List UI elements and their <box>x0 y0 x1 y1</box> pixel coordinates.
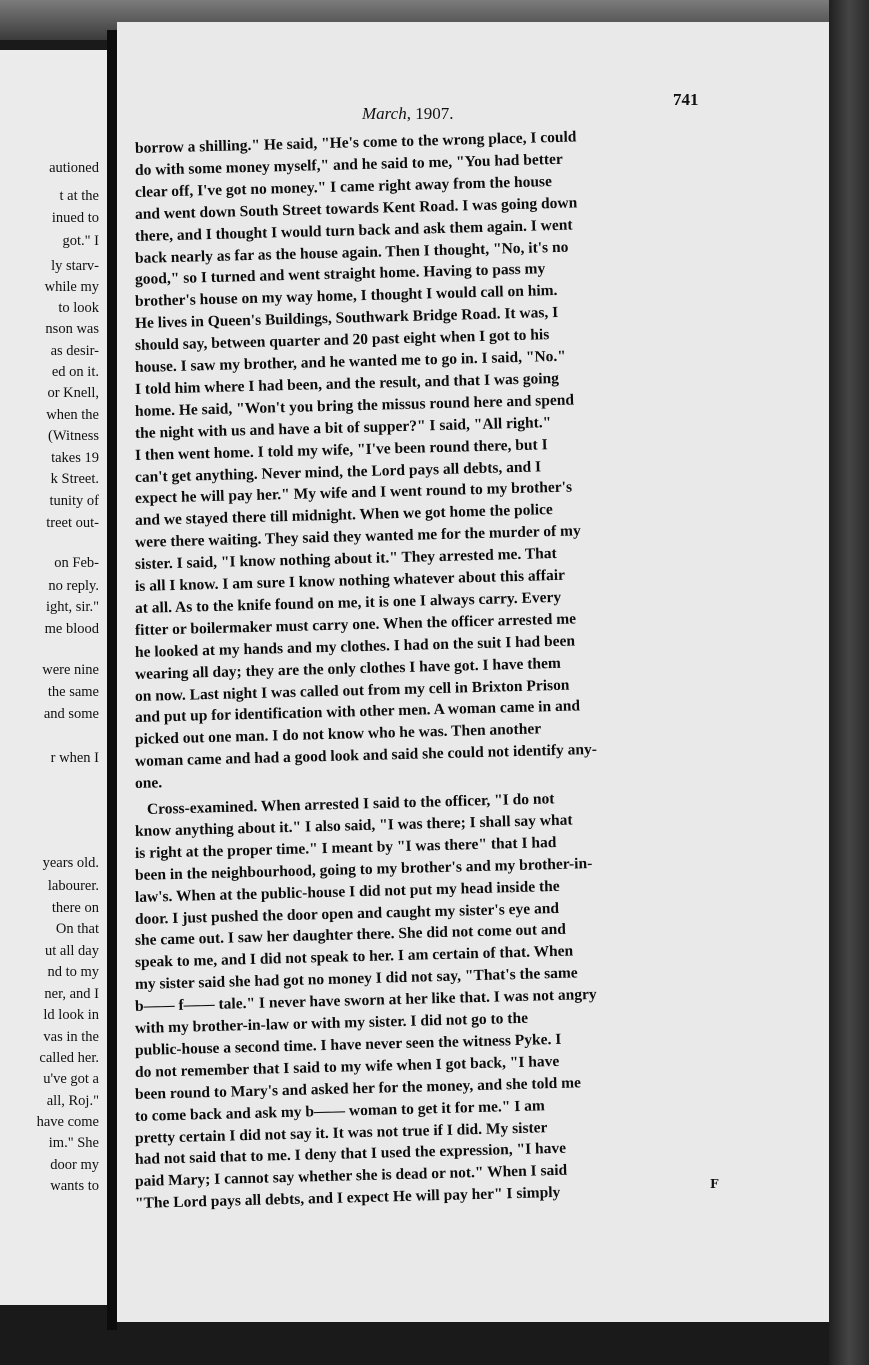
body-text-line: house. I saw my brother, and he wanted me to go in. I said, "No." <box>134 347 567 376</box>
left-page-line: t at the <box>59 188 99 204</box>
book-gutter <box>107 30 117 1330</box>
body-text-line: been round to Mary's and asked her for the money, and she told me <box>134 1074 582 1103</box>
left-page-line: door my <box>50 1157 99 1173</box>
left-page-line: im." She <box>48 1135 99 1151</box>
body-text-line: home. He said, "Won't you bring the missus round here and spend <box>134 391 575 420</box>
body-text-line: do not remember that I said to my wife when I got back, "I have <box>134 1052 560 1081</box>
body-text-line: I told him where I had been, and the result, and that I was going <box>134 369 560 398</box>
left-page-line: the same <box>47 684 99 700</box>
left-page-line: no reply. <box>48 578 99 594</box>
body-text-line: on now. Last night I was called out from my cell in Brixton Prison <box>134 676 570 705</box>
body-text-line: clear off, I've got no money." I came right away from the house <box>134 172 553 201</box>
body-text-line: expect he will pay her." My wife and I went round to my brother's <box>134 478 573 508</box>
body-text-line: woman came and had a good look and said she could not identify any- <box>134 741 598 771</box>
body-text-line: she came out. I saw her daughter there. She did not come out and <box>134 921 567 950</box>
body-text-line: is all I know. I am sure I know nothing whatever about this affair <box>134 566 566 595</box>
body-text-line: and we stayed there till midnight. When we got home the police <box>134 501 553 530</box>
left-page-line: and some <box>43 706 99 722</box>
body-text-line: he looked at my hands and my clothes. I had on the suit I had been <box>134 632 576 661</box>
left-page-line: takes 19 <box>51 450 99 466</box>
body-text-line: know anything about it." I also said, "I was there; I shall say what <box>134 811 573 840</box>
body-text-line: pretty certain I did not say it. It was not true if I did. My sister <box>134 1118 548 1147</box>
body-text-line: public-house a second time. I have never seen the witness Pyke. I <box>134 1030 562 1059</box>
body-text-line: fitter or boilermaker must carry one. When the officer arrested me <box>134 610 577 639</box>
signature-mark: F <box>710 1177 719 1191</box>
body-text-line: sister. I said, "I know nothing about it." They arrested me. That <box>134 545 557 574</box>
left-page-line: on Feb- <box>54 555 99 571</box>
left-page-line: inued to <box>51 210 99 226</box>
left-page-line: there on <box>51 900 99 916</box>
body-text-line: do with some money myself," and he said to me, "You had better <box>134 150 564 179</box>
left-page-line: u've got a <box>43 1071 99 1087</box>
body-text-line: to come back and ask my b—— woman to get it for me." I am <box>134 1096 546 1125</box>
left-page-line: nd to my <box>47 964 99 980</box>
left-page-line: to look <box>58 300 99 316</box>
left-page-line: called her. <box>39 1050 99 1066</box>
body-text-line: one. <box>134 774 163 793</box>
body-text-line: and put up for identification with other men. A woman came in and <box>134 697 581 727</box>
body-text-line: been in the neighbourhood, going to my brother's and my brother-in- <box>134 854 593 884</box>
left-page-line: vas in the <box>43 1029 99 1045</box>
header-year: , 1907. <box>406 104 454 123</box>
page-number: 741 <box>673 90 699 109</box>
body-text-line: paid Mary; I cannot say whether she is dead or not." When I said <box>134 1161 568 1191</box>
body-text-line: wearing all day; they are the only clothes I have got. I have them <box>134 654 562 683</box>
left-page-line: wants to <box>50 1178 99 1194</box>
left-page-line: nson was <box>45 321 99 337</box>
left-page-line: as desir- <box>50 343 99 359</box>
background-right-edge <box>829 0 869 1365</box>
body-text-line: can't get anything. Never mind, the Lord pays all debts, and I <box>134 457 542 486</box>
header-month: March <box>362 104 407 123</box>
left-page-line: when the <box>46 407 99 423</box>
body-text-line: brother's house on my way home, I thought I would call on him. <box>134 282 558 311</box>
left-page-line: ld look in <box>43 1007 99 1023</box>
body-text-line: "The Lord pays all debts, and I expect He will pay her" I simply <box>134 1184 561 1213</box>
body-text-line: picked out one man. I do not know who he was. Then another <box>134 720 542 749</box>
left-page-line: ner, and I <box>44 986 99 1002</box>
left-page-line: me blood <box>44 621 99 637</box>
left-page-line: ly starv- <box>51 258 99 274</box>
body-text-line: I then went home. I told my wife, "I've been round there, but I <box>134 435 548 464</box>
body-text-line: speak to me, and I did not speak to her. I am certain of that. When <box>134 942 574 972</box>
left-page-line: all, Roj." <box>46 1093 99 1109</box>
body-text-line: were there waiting. They said they wanted me for the murder of my <box>134 522 581 552</box>
body-text-line: back nearly as far as the house again. Then I thought, "No, it's no <box>134 238 569 267</box>
body-text-line: He lives in Queen's Buildings, Southwark Bridge Road. It was, I <box>134 304 559 333</box>
body-text-line: there, and I thought I would turn back and ask them again. I went <box>134 216 573 245</box>
left-page-line: were nine <box>42 662 99 678</box>
body-text-line: with my brother-in-law or with my sister. I did not go to the <box>134 1009 529 1037</box>
left-page-line: ight, sir." <box>45 599 99 615</box>
body-text-line: the night with us and have a bit of supper?" I said, "All right." <box>134 413 552 442</box>
left-page-line: (Witness <box>48 428 99 444</box>
left-page-line: labourer. <box>47 878 99 894</box>
body-text-line: and went down South Street towards Kent Road. I was going down <box>134 194 578 223</box>
body-text-line: borrow a shilling." He said, "He's come to the wrong place, I could <box>134 128 577 157</box>
body-text-line: b—— f—— tale." I never have sworn at her like that. I was not angry <box>134 986 597 1016</box>
left-page-line: ed on it. <box>51 364 99 380</box>
body-text-line: law's. When at the public-house I did not put my head inside the <box>134 877 560 906</box>
left-page-line: On that <box>55 921 99 937</box>
left-page-line: ut all day <box>45 943 99 959</box>
body-text-line: is right at the proper time." I meant by "I was there" that I had <box>134 833 557 862</box>
left-page-line: tunity of <box>49 493 99 509</box>
left-page-line: treet out- <box>46 515 99 531</box>
left-page-line: have come <box>36 1114 99 1130</box>
left-page-line: autioned <box>49 160 99 176</box>
body-text-line: good," so I turned and went straight home. Having to pass my <box>134 260 546 289</box>
body-text-line: my sister said she had got no money I did not say, "That's the same <box>134 964 578 994</box>
body-text-line: had not said that to me. I deny that I used the expression, "I have <box>134 1140 567 1169</box>
left-page-line: years old. <box>42 855 99 871</box>
left-page-line: or Knell, <box>47 385 99 401</box>
left-page-line: r when I <box>50 750 99 766</box>
running-header <box>362 104 453 124</box>
body-text-line: door. I just pushed the door open and caught my sister's eye and <box>134 899 560 928</box>
body-text-line: should say, between quarter and 20 past eight when I got to his <box>134 326 550 355</box>
left-page-line: got." I <box>62 233 99 249</box>
left-page-line: k Street. <box>50 471 99 487</box>
paragraph-start-line: Cross-examined. When arrested I said to the officer, "I do not <box>146 790 555 818</box>
right-page <box>117 22 829 1322</box>
body-text-line: at all. As to the knife found on me, it is one I always carry. Every <box>134 588 562 617</box>
left-page <box>0 50 107 1305</box>
left-page-line: while my <box>44 279 99 295</box>
